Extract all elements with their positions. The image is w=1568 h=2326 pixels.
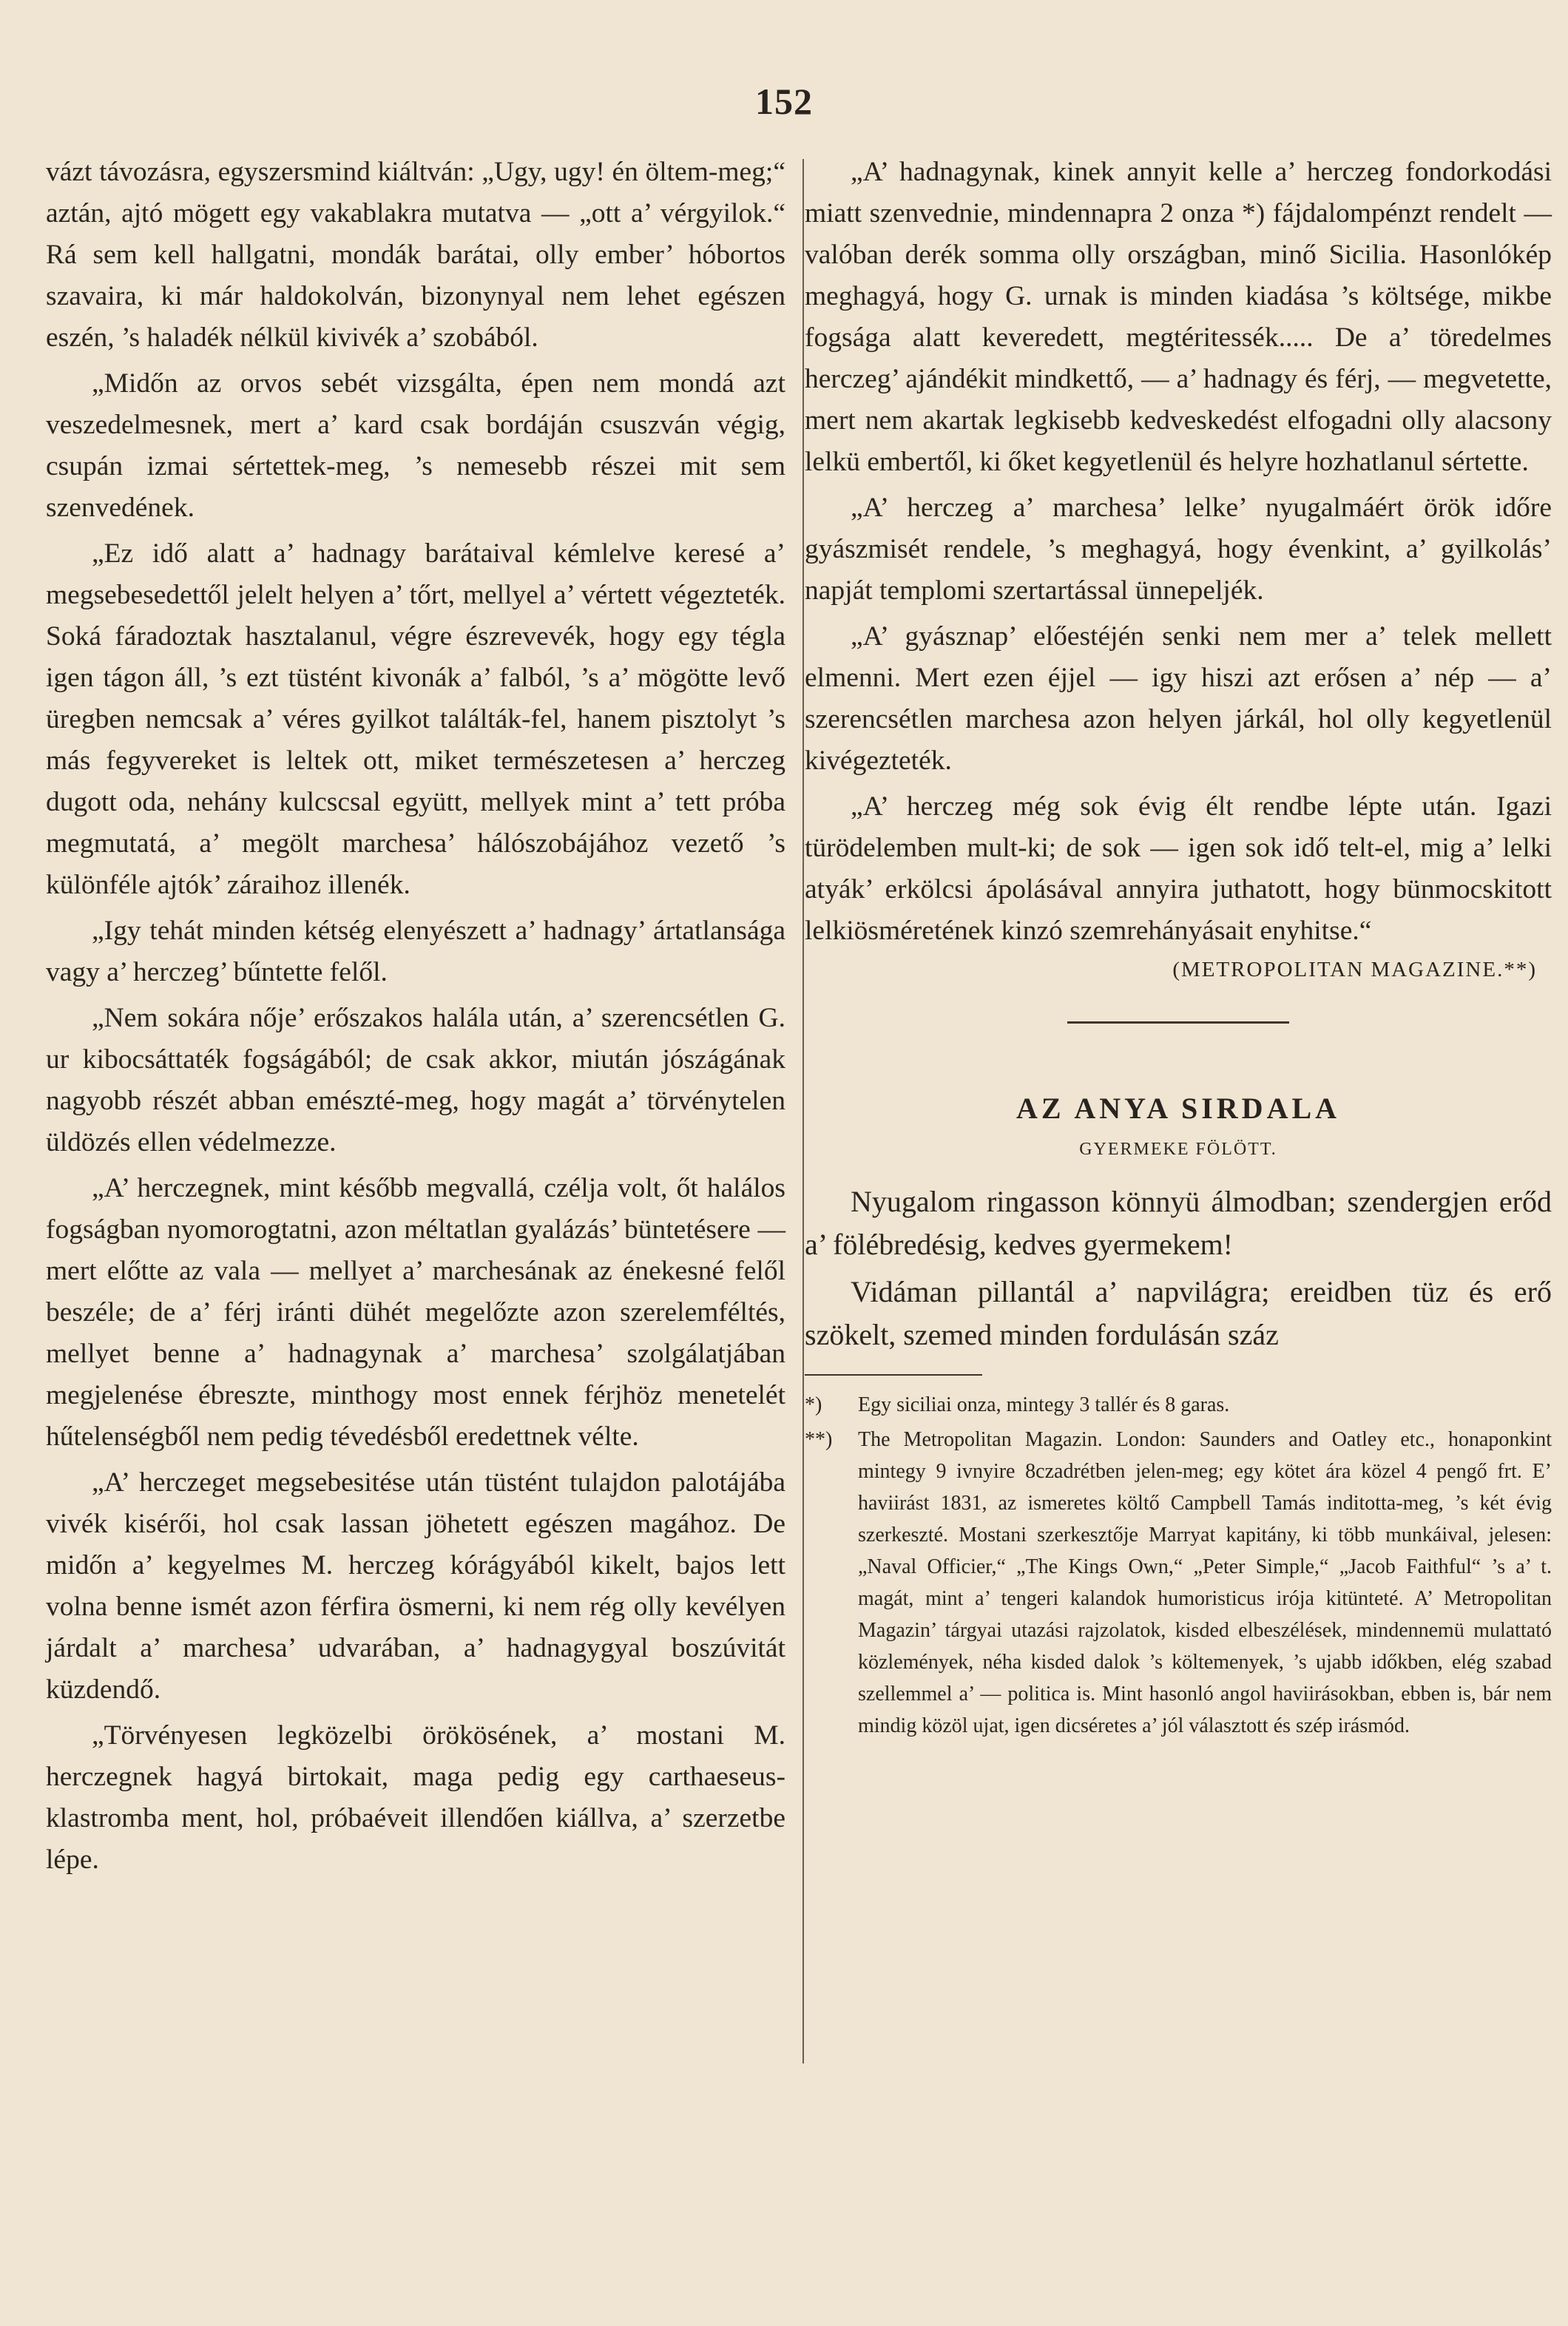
paragraph: vázt távozásra, egyszersmind kiáltván: „Ugy, ugy! én öltem-meg;“ aztán, ajtó mögett egy vakablakra mutatva — „ott a’ vérgyilok.“ Rá sem kell hallgatni, mondák barátai, olly ember’ hóbortos szavaira, ki már haldokolván, bizonynyal nem lehet egészen eszén, ’s haladék nélkül kivivék a’ szobából. [46, 157, 785, 353]
footnote-text: The Metropolitan Magazin. London: Saunders and Oatley etc., honaponkint mintegy 9 ivnyire 8czadrétben jelen-meg; egy kötet ára közel 4 pengő frt. E’ haviirást 1831, az ismeretes költő Campbell Tamás inditotta-meg, ’s két évig szerkeszté. Mostani szerkesztője Marryat kapitány, ki több munkáival, jelesen: „Naval Officier,“ „The Kings Own,“ „Peter Simple,“ „Jacob Faithful“ ’s a’ t. magát, mint a’ tengeri kalandok humoristicus irója kitünteté. A’ Metropolitan Magazin’ tárgyai utazási rajzolatok, kisded elbeszélések, mindennemü mulattató közlemények, néha kisded dalok ’s költemenyek, ’s ujabb időkben, elég szabad szellemmel a’ — politica is. Mint hasonló angol haviirásokban, ebben is, bár nem mindig közöl ujat, igen dicséretes a’ jól választott és szép irásmód. [858, 1428, 1552, 1737]
poem-paragraph: Nyugalom ringasson könnyü álmodban; szendergjen erőd a’ fölébredésig, kedves gyermekem! [805, 1185, 1552, 1261]
column-divider [802, 159, 804, 2063]
left-column [46, 152, 785, 1881]
poem-body [805, 1180, 1552, 1356]
poem-subtitle: GYERMEKE FÖLÖTT. [1079, 1140, 1277, 1159]
paragraph: „Ez idő alatt a’ hadnagy barátaival kémlelve keresé a’ megsebesedettől jelelt helyen a’ tőrt, mellyel a’ vértett végezteték. Soká fáradoztak hasztalanul, végre észrevevék, hogy egy tégla igen tágon áll, ’s ezt tüstént kivonák a’ falból, ’s a’ mögötte levő üregben nemcsak a’ véres gyilkot találták-fel, hanem pisztolyt ’s más fegyvereket is leltek ott, miket természetesen a’ herczeg dugott oda, nehány kulcscsal együtt, mellyek mint a’ tett próba megmutatá, a’ megölt marchesa’ hálószobájához vezető ’s különféle ajtók’ záraihoz illenék. [46, 538, 785, 900]
poem-title: AZ ANYA SIRDALA [1016, 1092, 1341, 1125]
footnote-rule [805, 1374, 982, 1376]
paragraph: „Nem sokára nője’ erőszakos halála után, a’ szerencsétlen G. ur kibocsáttaték fogságából; de csak akkor, miután jószágának nagyobb részét abban emészté-meg, hogy magát a’ törvénytelen üldözés ellen védelmezze. [46, 1003, 785, 1157]
paragraph: „A’ hadnagynak, kinek annyit kelle a’ herczeg fondorkodási miatt szenvednie, mindennapra 2 onza *) fájdalompénzt rendelt — valóban derék somma olly országban, minő Sicilia. Hasonlókép meghagyá, hogy G. urnak is minden kiadása ’s költsége, mikbe fogsága alatt keveredett, megtéritessék..... De a’ töredelmes herczeg’ ajándékit mindkettő, — a’ hadnagy és férj, — megvetette, mert nem akartak legkisebb kedveskedést elfogadni olly alacsony lelkü embertől, ki őket kegyetlenül és helyre hozhatlanul sértette. [805, 157, 1552, 477]
footnote [805, 1424, 1552, 1742]
source-attribution: (METROPOLITAN MAGAZINE.**) [1172, 958, 1537, 981]
right-column [805, 152, 1552, 1745]
paragraph: „Törvényesen legközelbi örökösének, a’ mostani M. herczegnek hagyá birtokait, maga pedig egy carthaeseus-klastromba ment, hol, próbaéveit illendően kiállva, a’ szerzetbe lépe. [46, 1720, 785, 1875]
footnote-mark: **) [805, 1428, 833, 1451]
paragraph: „Midőn az orvos sebét vizsgálta, épen nem mondá azt veszedelmesnek, mert a’ kard csak bordáján csuszván végig, csupán izmai sértettek-meg, ’s nemesebb részei mit sem szenvedének. [46, 368, 785, 523]
paragraph: „A’ herczegnek, mint később megvallá, czélja volt, őt halálos fogságban nyomorogtatni, azon méltatlan gyalázás’ büntetésere — mert előtte az vala — mellyet a’ marchesának az énekesné felől beszéle; de a’ férj iránti dühét megelőzte azon szerelemféltés, mellyet benne a’ hadnagynak a’ marchesa’ szolgálatjában megjelenése ébreszte, minthogy most ennek férjhöz menetelét hűtelenségből nem pedig tévedésből eredettnek vélte. [46, 1173, 785, 1452]
paragraph: „A’ herczeg a’ marchesa’ lelke’ nyugalmáért örök időre gyászmisét rendele, ’s meghagyá, hogy évenkint, a’ gyilkolás’ napját templomi szertartással ünnepeljék. [805, 493, 1552, 606]
poem-paragraph: Vidáman pillantál a’ napvilágra; ereidben tüz és erő szökelt, szemed minden fordulásán száz [805, 1275, 1552, 1351]
section-divider [1067, 1021, 1289, 1024]
footnote [805, 1389, 1552, 1421]
paragraph: „A’ herczeget megsebesitése után tüstént tulajdon palotájába vivék kisérői, hol csak lassan jöhetett egészen magához. De midőn a’ kegyelmes M. herczeg kórágyából kikelt, bajos lett volna benne ismét azon férfira ösmerni, ki nem rég olly kevélyen járdalt a’ marchesa’ udvarában, a’ hadnagygyal boszúvitát küzdendő. [46, 1467, 785, 1705]
page-number: 152 [755, 81, 813, 122]
paragraph: „Igy tehát minden kétség elenyészett a’ hadnagy’ ártatlansága vagy a’ herczeg’ bűntette felől. [46, 916, 785, 987]
paragraph: „A’ herczeg még sok évig élt rendbe lépte után. Igazi türödelemben mult-ki; de sok — igen sok idő telt-el, mig a’ lelki atyák’ erkölcsi ápolásával annyira juthatott, hogy bünmocskitott lelkiösméretének kinzó szemrehányásait enyhitse.“ [805, 791, 1552, 946]
paragraph: „A’ gyásznap’ előestéjén senki nem mer a’ telek mellett elmenni. Mert ezen éjjel — igy hiszi azt erősen a’ nép — a’ szerencsétlen marchesa azon helyen járkál, hol olly kegyetlenül kivégezteték. [805, 621, 1552, 776]
footnote-mark: *) [805, 1393, 822, 1416]
footnote-text: Egy siciliai onza, mintegy 3 tallér és 8 garas. [858, 1393, 1230, 1416]
